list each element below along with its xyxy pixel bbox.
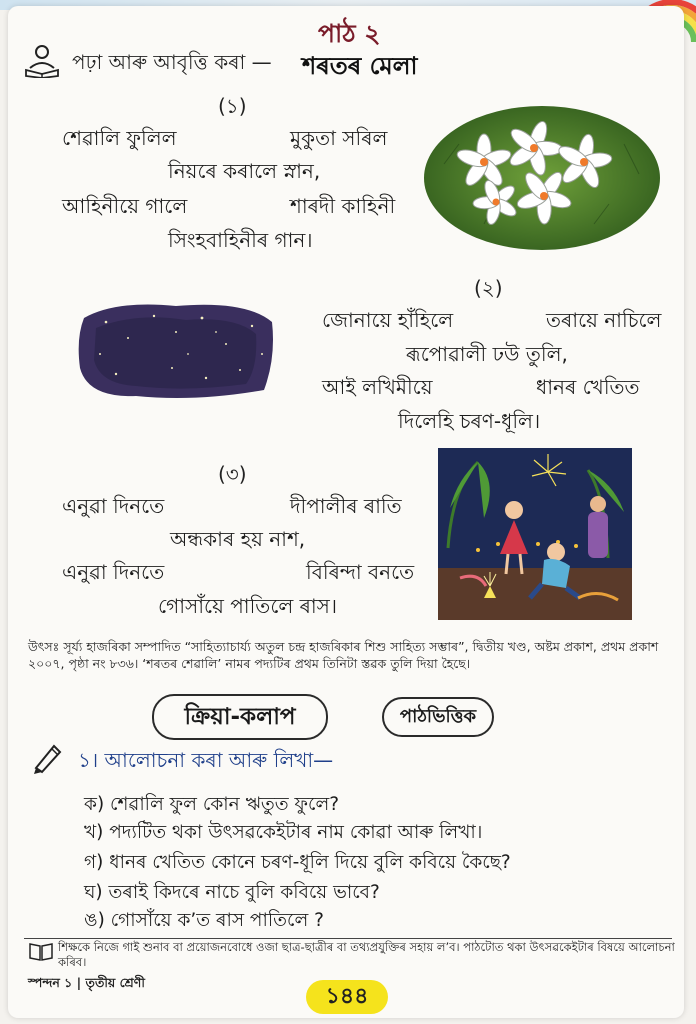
poem-line: দীপালীৰ ৰাতি [290, 494, 402, 518]
poem-line: এনুৱা দিনতে [62, 560, 165, 584]
poem-line: জোনায়ে হাঁহিলে [322, 308, 454, 332]
poem-line: গোসাঁয়ে পাতিলে ৰাস। [158, 594, 338, 618]
stanza-number: (৩) [218, 462, 247, 486]
exercise-heading: ১। আলোচনা কৰা আৰু লিখা— [78, 748, 334, 772]
poem-line: অন্ধকাৰ হয় নাশ, [170, 527, 306, 551]
poem-line: নিয়ৰে কৰালে স্নান, [168, 159, 321, 183]
question-item: গ) ধানৰ খেতিত কোনে চৰণ-ধূলি দিয়ে বুলি কবিয়ে কৈছে? [84, 852, 511, 873]
poem-line: দিলেহি চৰণ-ধূলি। [398, 409, 541, 433]
poem-line: তৰায়ে নাচিলে [546, 308, 662, 332]
instruction-subheading: পঢ়া আৰু আবৃত্তি কৰা — [72, 50, 272, 74]
reading-student-icon [22, 44, 62, 78]
page-number-badge: ১৪৪ [306, 980, 388, 1014]
poem-line: বিৰিন্দা বনতে [306, 560, 415, 584]
stanza-number: (২) [474, 276, 503, 300]
activity-label: ক্ৰিয়া-কলাপ [152, 694, 328, 740]
poem-line: ধানৰ খেতিত [536, 375, 640, 399]
teacher-note: শিক্ষকে নিজে গাই শুনাব বা প্ৰয়োজনবোধে ওজা ছাত্ৰ-ছাত্ৰীৰ বা তথ্যপ্ৰযুক্তিৰ সহায় ল’ব। পাঠটোত থকা উৎসৱকেইটাৰ বিষয়ে আলোচনা কৰিব। [58, 940, 675, 969]
poem-line: মুকুতা সৰিল [290, 126, 388, 150]
poem-line: সিংহবাহিনীৰ গান। [168, 228, 313, 252]
question-item: ক) শেৱালি ফুল কোন ঋতুত ফুলে? [84, 794, 340, 815]
poem-line: আহিনীয়ে গালে [62, 194, 188, 218]
night-sky-moon-illustration [76, 298, 276, 402]
poem-title: শৰতৰ মেলা [302, 52, 418, 80]
poem-line: শাৰদী কাহিনী [290, 194, 396, 218]
poem-line: আই লখিমীয়ে [322, 375, 433, 399]
pencil-icon [30, 740, 64, 774]
source-citation: উৎসঃ সূৰ্য্য হাজৰিকা সম্পাদিত “সাহিত্যাচাৰ্য্য অতুল চন্দ্ৰ হাজৰিকাৰ শিশু সাহিত্য সম্ভাৰ”, দ্বিতীয় খণ্ড, অষ্টম প্ৰকাশ, প্ৰথম প্ৰকাশ ২০০৭, পৃষ্ঠা নং ৮৩৬। ‘শৰতৰ শেৱালি’ নামৰ পদ্যটিৰ প্ৰথম তিনিটা স্তৱক তুলি দিয়া হৈছে। [28, 639, 659, 671]
question-item: ঘ) তৰাই কিদৰে নাচে বুলি কবিয়ে ভাবে? [84, 882, 380, 903]
question-item: খ) পদ্যটিত থকা উৎসৱকেইটাৰ নাম কোৱা আৰু লিখা। [84, 822, 483, 843]
question-item: ঙ) গোসাঁয়ে ক’ত ৰাস পাতিলে ? [84, 910, 324, 931]
open-book-icon [28, 940, 54, 962]
activity-type-badge: পাঠভিত্তিক [382, 697, 494, 737]
book-footer: স্পন্দন ১ | তৃতীয় শ্ৰেণী [28, 975, 145, 990]
shewali-flower-illustration [424, 104, 660, 252]
lesson-title: পাঠ ২ [318, 19, 381, 48]
diwali-celebration-illustration [438, 448, 632, 620]
stanza-number: (১) [218, 94, 247, 118]
poem-line: ৰূপোৱালী ঢউ তুলি, [406, 342, 568, 366]
poem-line: শেৱালি ফুলিল [62, 126, 177, 150]
poem-line: এনুৱা দিনতে [62, 494, 165, 518]
